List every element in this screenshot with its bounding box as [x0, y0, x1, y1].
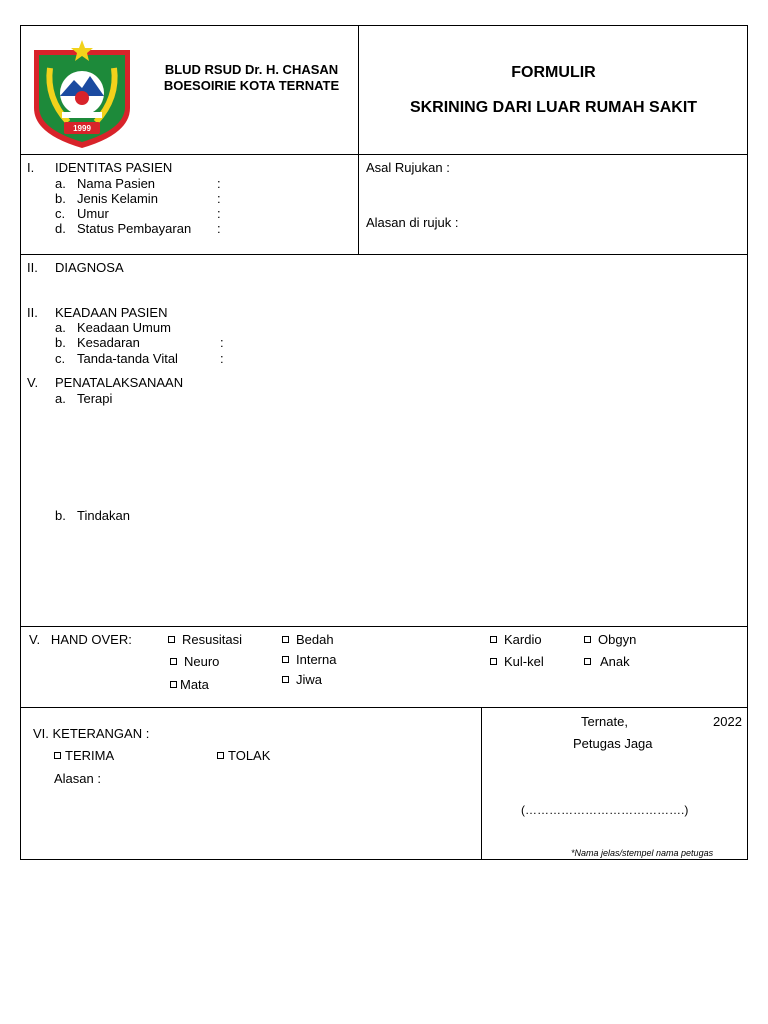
alasan-dirujuk-label: Alasan di rujuk : [366, 215, 459, 230]
checkbox-icon[interactable] [584, 658, 591, 665]
keterangan-top-line [20, 707, 748, 708]
header-bottom-line [20, 154, 748, 155]
checkbox-icon[interactable] [168, 636, 175, 643]
option-label: Bedah [296, 632, 334, 647]
hospital-name [145, 62, 358, 94]
handover-option-jiwa[interactable] [282, 672, 322, 687]
handover-option-obgyn[interactable] [584, 632, 636, 647]
option-label: Resusitasi [182, 632, 242, 647]
option-label: Kardio [504, 632, 542, 647]
hospital-name-line2: BOESOIRIE KOTA TERNATE [163, 78, 340, 93]
option-label: Jiwa [296, 672, 323, 687]
identitas-divider [358, 155, 359, 254]
keadaan-item-a-label: Keadaan Umum [77, 320, 171, 335]
signature-blank: (………………………………….) [521, 803, 689, 817]
tindakan-label: Tindakan [77, 508, 130, 523]
diagnosa-num: II. [27, 260, 38, 275]
logo-year: 1999 [73, 124, 91, 133]
keadaan-num: II. [27, 305, 38, 320]
identitas-item-a-label: Nama Pasien [77, 176, 156, 191]
handover-option-resusitasi[interactable] [168, 632, 242, 647]
form-label: FORMULIR [511, 64, 596, 81]
option-label: Kul-kel [504, 654, 544, 669]
keterangan-option-tolak[interactable] [217, 748, 270, 763]
keterangan-divider [481, 707, 482, 860]
keadaan-item-b-letter: b. [55, 335, 66, 350]
identitas-item-d-colon: : [217, 221, 221, 236]
asal-rujukan-label: Asal Rujukan : [366, 160, 450, 175]
signature-place: Ternate, [581, 714, 628, 729]
form-title: SKRINING DARI LUAR RUMAH SAKIT [409, 99, 698, 116]
checkbox-icon[interactable] [584, 636, 591, 643]
option-label: TERIMA [65, 748, 115, 763]
header-divider [358, 25, 359, 155]
keadaan-title: KEADAAN PASIEN [55, 305, 168, 320]
signature-note: *Nama jelas/stempel nama petugas [571, 848, 714, 858]
identitas-item-c-label: Umur [77, 206, 109, 221]
option-label: Anak [600, 654, 630, 669]
handover-option-interna[interactable] [282, 652, 336, 667]
handover-option-anak[interactable] [584, 654, 630, 669]
identitas-item-b-label: Jenis Kelamin [77, 191, 158, 206]
checkbox-icon[interactable] [54, 752, 61, 759]
checkbox-icon[interactable] [282, 636, 289, 643]
alasan-label: Alasan : [54, 771, 101, 786]
penatalaksanaan-num: V. [27, 375, 39, 390]
keadaan-item-c-letter: c. [55, 351, 66, 366]
identitas-item-d-label: Status Pembayaran [77, 221, 192, 236]
signature-role: Petugas Jaga [573, 736, 653, 751]
diagnosa-title: DIAGNOSA [55, 260, 124, 275]
handover-option-bedah[interactable] [282, 632, 334, 647]
option-label: Obgyn [598, 632, 637, 647]
option-label: Mata [180, 677, 209, 692]
tindakan-letter: b. [55, 508, 66, 523]
keadaan-item-b-colon: : [220, 335, 224, 350]
checkbox-icon[interactable] [282, 656, 289, 663]
option-label: Interna [296, 652, 337, 667]
identitas-title: IDENTITAS PASIEN [55, 160, 173, 175]
keadaan-item-a-letter: a. [55, 320, 66, 335]
handover-option-kulkel[interactable] [490, 654, 544, 669]
signature-year: 2022 [713, 714, 742, 729]
identitas-item-b-letter: b. [55, 191, 66, 206]
keterangan-option-terima[interactable] [54, 748, 114, 763]
checkbox-icon[interactable] [170, 658, 177, 665]
checkbox-icon[interactable] [490, 658, 497, 665]
handover-top-line [20, 626, 748, 627]
checkbox-icon[interactable] [282, 676, 289, 683]
identitas-bottom-line [20, 254, 748, 255]
option-label: Neuro [184, 654, 220, 669]
handover-option-neuro[interactable] [170, 654, 219, 669]
identitas-num: I. [27, 160, 35, 175]
identitas-item-b-colon: : [217, 191, 221, 206]
checkbox-icon[interactable] [217, 752, 224, 759]
handover-label: V. HAND OVER: [29, 632, 132, 647]
option-label: TOLAK [228, 748, 271, 763]
keadaan-item-c-colon: : [220, 351, 224, 366]
hospital-name-line1: BLUD RSUD Dr. H. CHASAN [164, 62, 339, 77]
keadaan-item-b-label: Kesadaran [77, 335, 140, 350]
keadaan-item-c-label: Tanda-tanda Vital [77, 351, 178, 366]
identitas-item-c-letter: c. [55, 206, 66, 221]
checkbox-icon[interactable] [170, 681, 177, 688]
identitas-item-d-letter: d. [55, 221, 66, 236]
identitas-item-c-colon: : [217, 206, 221, 221]
identitas-item-a-colon: : [217, 176, 221, 191]
penatalaksanaan-title: PENATALAKSANAAN [55, 375, 184, 390]
terapi-letter: a. [55, 391, 66, 406]
handover-option-mata[interactable] [170, 677, 209, 692]
keterangan-label: VI. KETERANGAN : [33, 726, 150, 741]
handover-option-kardio[interactable] [490, 632, 542, 647]
hospital-logo [28, 38, 136, 150]
checkbox-icon[interactable] [490, 636, 497, 643]
terapi-label: Terapi [77, 391, 113, 406]
identitas-item-a-letter: a. [55, 176, 66, 191]
